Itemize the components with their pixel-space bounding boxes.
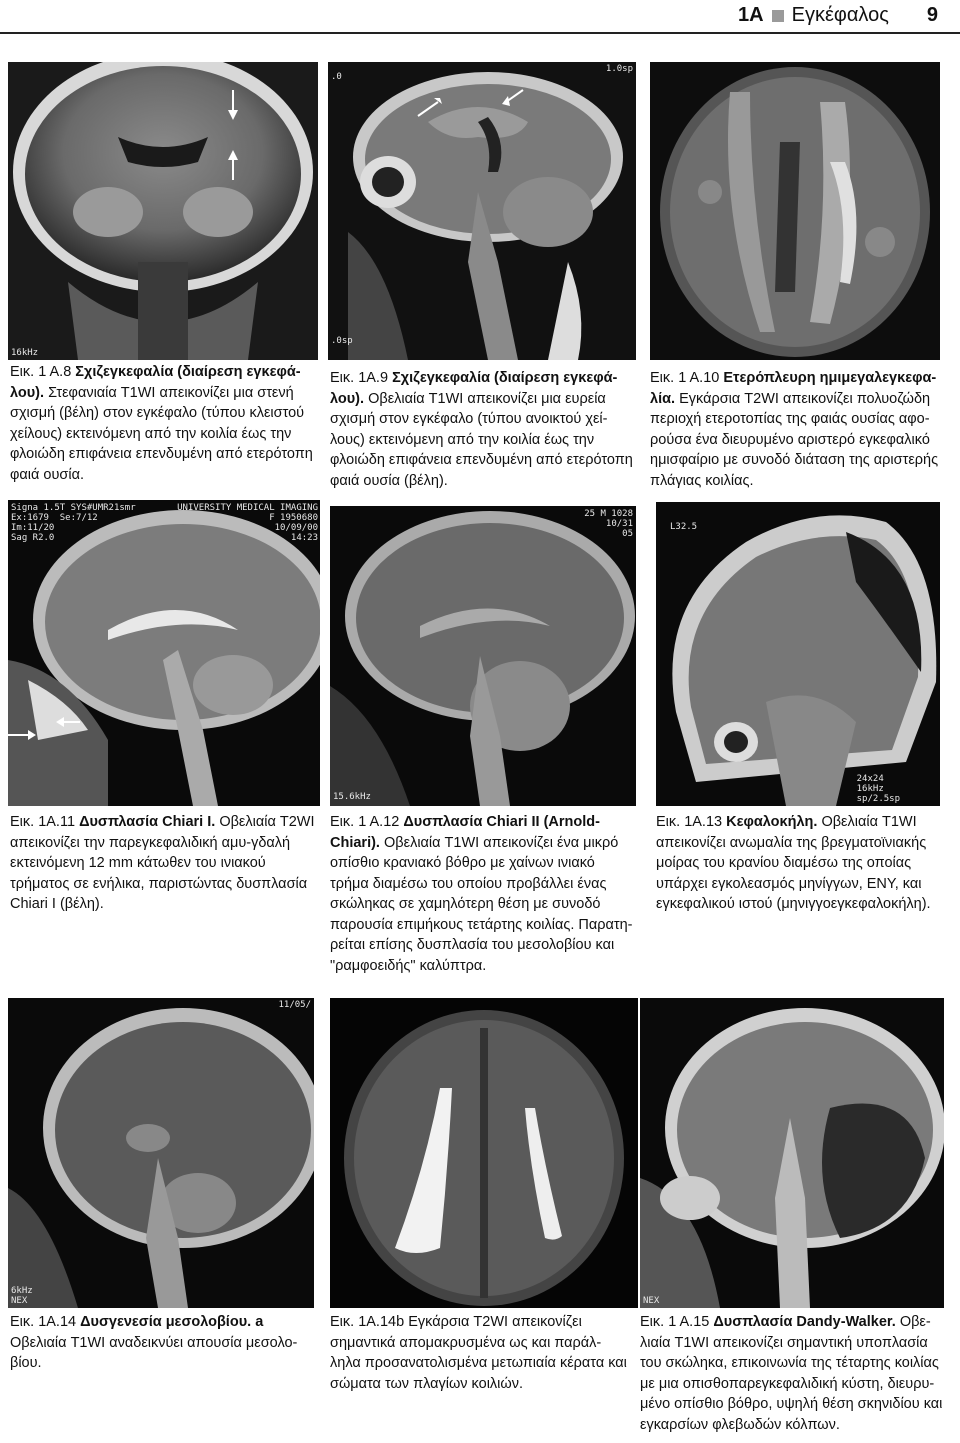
chapter-number: 1A xyxy=(738,4,764,26)
scan-info-text: Signa 1.5T SYS#UMR21smr Ex:1679 Se:7/12 Im:11/20 Sag R2.0 xyxy=(11,503,136,543)
running-head xyxy=(738,4,938,27)
figure-1a10-axial-mri xyxy=(650,62,940,360)
mri-image xyxy=(330,506,636,806)
scan-info-text: 16kHz xyxy=(11,348,39,358)
figure-1a15-sagittal-mri xyxy=(640,998,944,1308)
caption-1a14a: Εικ. 1Α.14 Δυσγενεσία μεσολοβίου. a Οβελιαία T1WI αναδεικνύει απουσία μεσολο-βίου. xyxy=(10,1314,298,1371)
mri-image xyxy=(328,62,636,360)
section-title: Εγκέφαλος xyxy=(791,4,889,26)
page-header xyxy=(0,0,960,32)
mri-image xyxy=(650,62,940,360)
scan-info-text: 15.6kHz xyxy=(333,792,371,802)
figure-1a12-sagittal-mri xyxy=(330,506,636,806)
caption-1a9: Εικ. 1Α.9 Σχιζεγκεφαλία (διαίρεση εγκεφά-λου). Οβελιαία T1WI απεικονίζει μια ευρεία σχισμή στον εγκέφαλο (τύπου ανοικτού χεί-λους) εκτεινόμενη από την κοιλία έως την φλοιώδη επιφάνεια επενδυμένη από ετερότοπη φαιά ουσία (βέλη). xyxy=(330,370,633,489)
figure-1a14a-sagittal-mri xyxy=(8,998,314,1308)
caption-1a13: Εικ. 1Α.13 Κεφαλοκήλη. Οβελιαία T1WI απεικονίζει ανωμαλία της βρεγματοϊνιακής μοίρας του κρανίου διαμέσω της οποίας υπάρχει εγκολεασμός μηνίγγων, ΕΝΥ, και εγκεφαλικού ιστού (μηνιγγοεγκεφαλοκήλη). xyxy=(656,814,931,912)
scan-info-text: L32.5 xyxy=(670,522,698,532)
scan-info-text: NEX xyxy=(643,1296,660,1306)
page-number: 9 xyxy=(926,4,938,26)
mri-image xyxy=(656,502,940,806)
caption-1a15: Εικ. 1 Α.15 Δυσπλασία Dandy-Walker. Οβε-λιαία T1WI απεικονίζει σημαντική υποπλασία του σκώληκα, επικοινωνία της τέταρτης κοιλίας με μια οπισθοπαρεγκεφαλιδική κύστη, διευρυ-μένο οπίσθιο βόθρο, υψηλή θέση σκηνιδίου και εγκαρσίων φλεβωδών κόλπων. xyxy=(640,1314,943,1433)
scan-info-text: .0 xyxy=(331,72,342,82)
caption-1a11: Εικ. 1Α.11 Δυσπλασία Chiari I. Οβελιαία T2WI απεικονίζει την παρεγκεφαλιδική αμυ-γδαλή εκτεινόμενη 12 mm κάτωθεν του ινιακού τρήματος σε ενήλικα, παριστώντας δυσπλασία Chiari I (βέλη). xyxy=(10,814,315,912)
scan-info-text: 24x24 16kHz sp/2.5sp xyxy=(856,774,900,804)
mri-image xyxy=(330,998,638,1308)
square-bullet-icon xyxy=(772,10,784,22)
figure-1a13-sagittal-mri xyxy=(656,502,940,806)
header-rule xyxy=(0,32,960,34)
mri-image xyxy=(640,998,944,1308)
mri-image xyxy=(8,62,318,360)
caption-1a12: Εικ. 1 Α.12 Δυσπλασία Chiari II (Arnold-Chiari). Οβελιαία T1WI απεικονίζει ένα μικρό οπίσθιο κρανιακό βόθρο με χαίνων ινιακό τρήμα διαμέσω του οποίου προβάλλει ένας σκώληκας σε χαμηλότερη θέση με συνοδό παρουσία επιμήκους τετάρτης κοιλίας. Παρατη-ρείται επίσης δυσπλασία του μεσολοβίου και "ραμφοειδής" καλύπτρα. xyxy=(330,814,633,974)
scan-info-text: 11/05/ xyxy=(278,1000,311,1010)
scan-info-text: 25 M 1028 10/31 05 xyxy=(584,509,633,539)
caption-1a14b: Εικ. 1Α.14b Εγκάρσια T2WI απεικονίζει σημαντικά απομακρυσμένα ως και παράλ-ληλα προσανατολισμένα μετωπιαία κέρατα και σώματα των πλαγίων κοιλιών. xyxy=(330,1314,627,1392)
scan-info-text: .0sp xyxy=(331,336,353,346)
scan-info-text: UNIVERSITY MEDICAL IMAGING F 1950680 10/09/00 14:23 xyxy=(177,503,318,543)
figure-1a11-sagittal-t2-mri xyxy=(8,500,320,806)
caption-1a8: Εικ. 1 Α.8 Σχιζεγκεφαλία (διαίρεση εγκεφά-λου). Στεφανιαία T1WI απεικονίζει μια στενή σχισμή (βέλη) στον εγκέφαλο (τύπου κλειστού χείλους) εκτεινόμενη από την κοιλία έως την φλοιώδη επιφάνεια επενδυμένη από ετερότοπη φαιά ουσία. xyxy=(10,364,313,483)
figure-1a9-sagittal-mri xyxy=(328,62,636,360)
figure-1a8-coronal-mri xyxy=(8,62,318,360)
mri-image xyxy=(8,500,320,806)
scan-info-text: 6kHz NEX xyxy=(11,1286,33,1306)
caption-1a10: Εικ. 1 Α.10 Ετερόπλευρη ημιμεγαλεγκεφα-λία. Εγκάρσια T2WI απεικονίζει πολυοζώδη περιοχή ετεροτοπίας της φαιάς ουσίας αφο-ρούσα ένα διευρυμένο αριστερό εγκεφαλικό ημισφαίριο με συνοδό διάταση της αριστερής πλάγιας κοιλίας. xyxy=(650,370,939,489)
figure-1a14b-axial-mri xyxy=(330,998,638,1308)
scan-info-text: 1.0sp xyxy=(605,64,633,74)
mri-image xyxy=(8,998,314,1308)
